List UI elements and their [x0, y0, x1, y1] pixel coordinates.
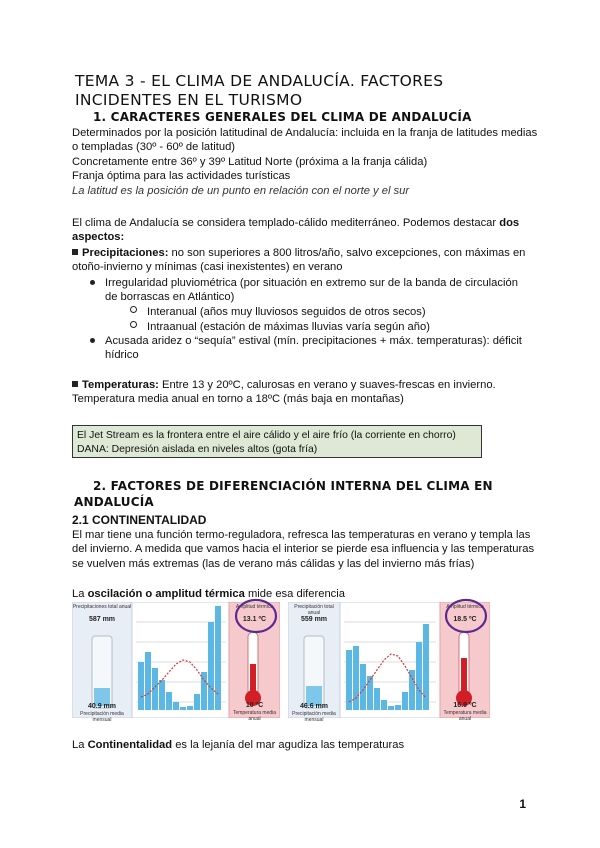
bullet-irregularity [90, 276, 530, 305]
bullet-aridity [90, 334, 530, 363]
irregularity-text: Irregularidad pluviométrica (por situación en extremo sur de la banda de circulación de borrascas en Atlántico) [105, 277, 518, 304]
document-title: TEMA 3 - EL CLIMA DE ANDALUCÍA. FACTORES INCIDENTES EN EL TURISMO [75, 72, 444, 109]
continentality-subheading: 2.1 CONTINENTALIDAD [72, 513, 207, 527]
climate-chart-2 [288, 602, 490, 723]
chart2-precip-min-label: Precipitación media mensual [292, 711, 336, 723]
sub-bullet-interannual [130, 305, 530, 319]
precip-text: no son superiores a 800 litros/año, salvo excepciones, con máximas en otoño-invierno y mínimas (casi inexistentes) en verano [72, 247, 526, 274]
latitude-text: Determinados por la posición latitudinal de Andalucía: incluida en la franja de latitudes medias o templadas (30º - 60º de latitud) [72, 127, 538, 154]
intraannual-text: Intraanual (estación de máximas lluvias varía según año) [147, 321, 430, 333]
circle-bullet-icon [130, 321, 137, 328]
circle-bullet-icon [130, 306, 137, 313]
chart2-precip-total: 559 mm [300, 616, 328, 623]
osc-prefix: La [72, 588, 88, 600]
cont-suffix: es la lejanía del mar agudiza las temperaturas [172, 739, 405, 751]
optimal-text: Franja óptima para las actividades turísticas [72, 170, 291, 183]
chart1-precip-min-label: Precipitación media mensual [80, 711, 124, 723]
sub-bullet-intraannual [130, 320, 530, 334]
latitude-definition: La latitud es la posición de un punto en relación con el norte y el sur [72, 184, 410, 197]
aridity-text: Acusada aridez o “sequía” estival (mín. precipitaciones + máx. temperaturas): déficit hídrico [105, 335, 522, 362]
section2-heading-line1: 2. FACTORES DE DIFERENCIACIÓN INTERNA DEL CLIMA EN [93, 479, 493, 493]
chart2-highlight-circle [442, 596, 490, 636]
osc-bold: oscilación o amplitud térmica [87, 588, 245, 600]
chart2-amp-value: 18.5 ºC [453, 616, 477, 623]
temp-label: Temperaturas: [82, 379, 159, 391]
intro-text: El clima de Andalucía se considera templado-cálido mediterráneo. Podemos destacar [72, 217, 500, 229]
bullet-icon [90, 338, 95, 343]
temp-text: Entre 13 y 20ºC, calurosas en verano y suaves-frescas en invierno. [158, 379, 496, 391]
precip-label: Precipitaciones: [82, 247, 169, 259]
chart1-amp-value: 13.1 ºC [242, 616, 267, 623]
section1-heading: 1. CARACTERES GENERALES DEL CLIMA DE ANDALUCÍA [93, 110, 472, 124]
chart2-temp-label: Temperatura media anual [443, 710, 487, 722]
section1-paragraph [72, 126, 542, 198]
chart2-precip-label: Precipitación total anual [294, 604, 334, 616]
climate-chart-1 [72, 602, 280, 723]
dana-text: DANA: Depresión aislada en niveles altos (gota fría) [77, 443, 318, 455]
chart1-highlight-circle [232, 596, 280, 636]
jet-stream-text: El Jet Stream es la frontera entre el aire cálido y el aire frío (la corriente en chorro) [77, 430, 456, 441]
square-bullet-icon [72, 249, 78, 255]
range-text: Concretamente entre 36º y 39º Latitud Norte (próxima a la franja cálida) [72, 155, 428, 168]
square-bullet-icon [72, 381, 78, 387]
chart1-temp-label: Temperatura media anual [232, 710, 277, 722]
interannual-text: Interanual (años muy lluviosos seguidos de otros secos) [147, 306, 426, 318]
page-number: 1 [519, 797, 526, 811]
jet-stream-note [72, 425, 482, 458]
continentality-paragraph: El mar tiene una función termo-reguladora, refresca las temperaturas en verano y templa las del invierno. A medida que vamos hacia el interior se pierde esa influencia y las temperaturas se vuelven más extremas (las de verano más cálidas y las del invierno más frías) [72, 529, 535, 570]
cont-bold: Continentalidad [87, 739, 173, 751]
chart1-temp-min: 10 ºC [245, 702, 264, 709]
osc-suffix: mide esa diferencia [244, 588, 345, 600]
chart1-precip-min: 40.9 mm [87, 703, 117, 710]
section2-heading [74, 478, 493, 510]
chart1-precip-label: Precipitaciones total anual [72, 604, 132, 610]
chart1-amp-label: Amplitud térmica [235, 604, 274, 610]
section2-heading-line2: ANDALUCÍA [74, 495, 154, 509]
chart2-amp-label: Amplitud térmica [446, 604, 484, 610]
bullet-icon [90, 280, 95, 285]
precipitation-item [72, 246, 542, 275]
intro-bold: dos aspectos: [72, 217, 520, 244]
chart1-precip-total: 587 mm [88, 616, 116, 623]
temperature-item [72, 378, 542, 407]
continentality-definition [72, 738, 542, 752]
chart2-temp-min: 16.9 ºC [453, 702, 477, 709]
climate-intro [72, 216, 542, 245]
chart2-precip-min: 46.6 mm [299, 703, 329, 710]
cont-prefix: La [72, 739, 88, 751]
temp-text-2: Temperatura media anual en torno a 18ºC (más baja en montañas) [72, 393, 404, 406]
